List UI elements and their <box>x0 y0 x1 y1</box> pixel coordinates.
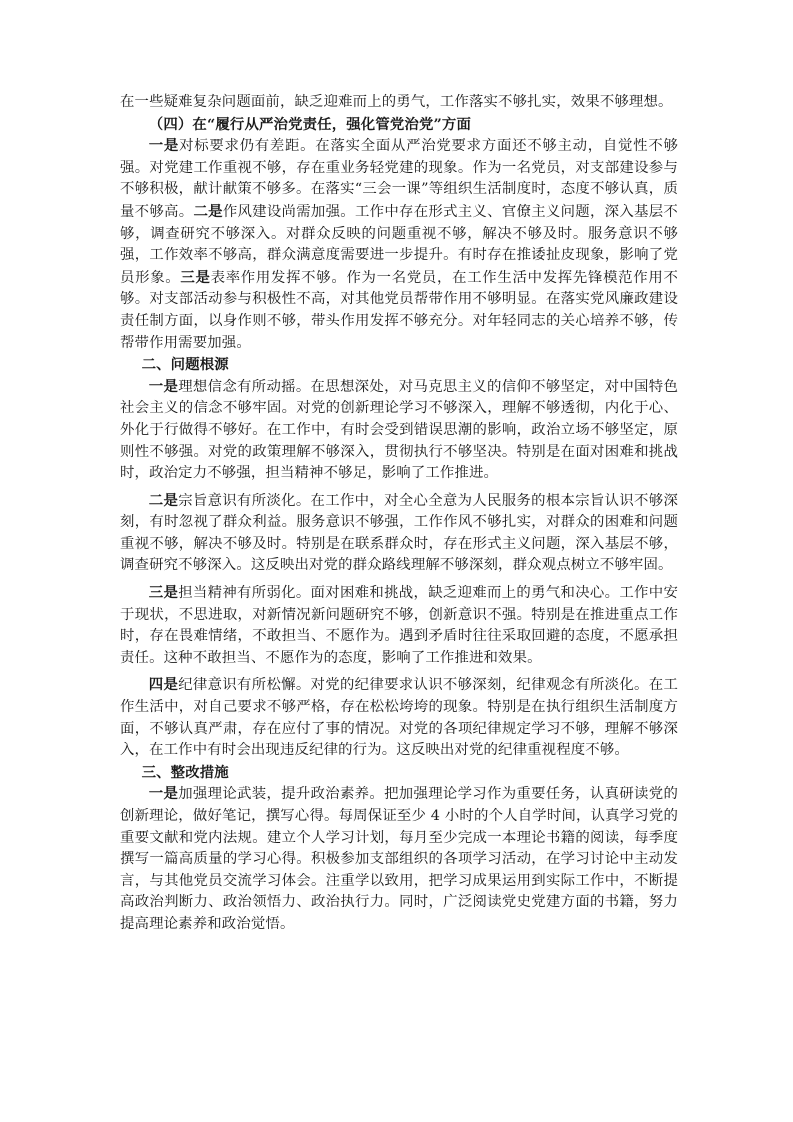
lead-label: 三是 <box>180 268 211 286</box>
paragraph-text: 理想信念有所动摇。在思想深处，对马克思主义的信仰不够坚定，对中国特色社会主义的信念不够牢固。对党的创新理论学习不够深入，理解不够透彻，内化于心、外化于行做得不够好。在工作中，有时会受到错误思潮的影响，政治立场不够坚定，原则性不够强。对党的政策理解不够深入，贯彻执行不够坚决。特别是在面对困难和挑战时，政治定力不够强，担当精神不够足，影响了工作推进。 <box>120 378 678 482</box>
paragraph-text: 表率作用发挥不够。作为一名党员，在工作生活中发挥先锋模范作用不够。对支部活动参与积极性不高，对其他党员帮带作用不够明显。在落实党风廉政建设责任制方面，以身作则不够，带头作用发挥不够充分。对年轻同志的关心培养不够，传帮带作用需要加强。 <box>120 269 678 351</box>
problem-roots-heading: 二、问题根源 <box>141 356 229 374</box>
paragraph-text: 加强理论武装，提升政治素养。把加强理论学习作为重要任务，认真研读党的创新理论，做好笔记，撰写心得。每周保证至少 4 小时的个人自学时间，认真学习党的重要文献和党内法规。建立个人学习计划，每月至少完成一本理论书籍的阅读，每季度撰写一篇高质量的学习心得。积极参加支部组织的各项学习活动，在学习讨论中主动发言，与其他党员交流学习体会。注重学以致用，把学习成果运用到实际工作中，不断提高政治判断力、政治领悟力、政治执行力。同时，广泛阅读党史党建方面的书籍，努力提高理论素养和政治觉悟。 <box>120 786 678 932</box>
paragraph-text: 纪律意识有所松懈。对党的纪律要求认识不够深刻，纪律观念有所淡化。在工作生活中，对自己要求不够严格，存在松松垮垮的现象。特别是在执行组织生活制度方面，不够认真严肃，存在应付了事的情况。对党的各项纪律规定学习不够，理解不够深入，在工作中有时会出现违反纪律的行为。这反映出对党的纪律重视程度不够。 <box>120 677 678 759</box>
section-4-paragraph <box>120 135 678 354</box>
paragraph-text: 作风建设尚需加强。工作中存在形式主义、官僚主义问题，深入基层不够，调查研究不够深入。对群众反映的问题重视不够，解决不够及时。服务意识不够强，工作效率不够高，群众满意度需要进一步提升。有时存在推诿扯皮现象，影响了党员形象。 <box>120 203 678 286</box>
lead-label: 一是 <box>148 137 180 155</box>
document-page <box>120 92 678 936</box>
roots-paragraph <box>120 490 678 577</box>
roots-paragraph <box>120 674 678 761</box>
roots-paragraph <box>120 582 678 669</box>
measures-paragraph <box>120 783 678 935</box>
lead-label: 二是 <box>148 491 179 509</box>
measures-heading: 三、整改措施 <box>141 763 229 781</box>
lead-label: 四是 <box>148 676 179 694</box>
section-4-heading: （四）在“履行从严治党责任，强化管党治党”方面 <box>148 115 472 133</box>
paragraph-text: 宗旨意识有所淡化。在工作中，对全心全意为人民服务的根本宗旨认识不够深刻，有时忽视了群众利益。服务意识不够强，工作作风不够扎实，对群众的困难和问题重视不够，解决不够及时。特别是在联系群众时，存在形式主义问题，深入基层不够，调查研究不够深入。这反映出对党的群众路线理解不够深刻，群众观点树立不够牢固。 <box>120 492 678 574</box>
lead-label: 一是 <box>148 377 179 395</box>
roots-paragraph <box>120 376 678 485</box>
lead-label: 一是 <box>148 785 179 803</box>
paragraph-text: 对标要求仍有差距。在落实全面从严治党要求方面还不够主动，自觉性不够强。对党建工作重视不够，存在重业务轻党建的现象。作为一名党员，对支部建设参与不够积极，献计献策不够多。在落实“三会一课”等组织生活制度时，态度不够认真，质量不够高。 <box>120 138 678 220</box>
lead-label: 二是 <box>193 202 223 220</box>
lead-label: 三是 <box>148 584 179 602</box>
intro-paragraph: 在一些疑难复杂问题面前，缺乏迎难而上的勇气，工作落实不够扎实，效果不够理想。 <box>120 94 673 110</box>
paragraph-text: 担当精神有所弱化。面对困难和挑战，缺乏迎难而上的勇气和决心。工作中安于现状，不思进取，对新情况新问题研究不够，创新意识不强。特别是在推进重点工作时，存在畏难情绪，不敢担当、不愿作为。遇到矛盾时往往采取回避的态度，不愿承担责任。这种不敢担当、不愿作为的态度，影响了工作推进和效果。 <box>120 585 678 666</box>
